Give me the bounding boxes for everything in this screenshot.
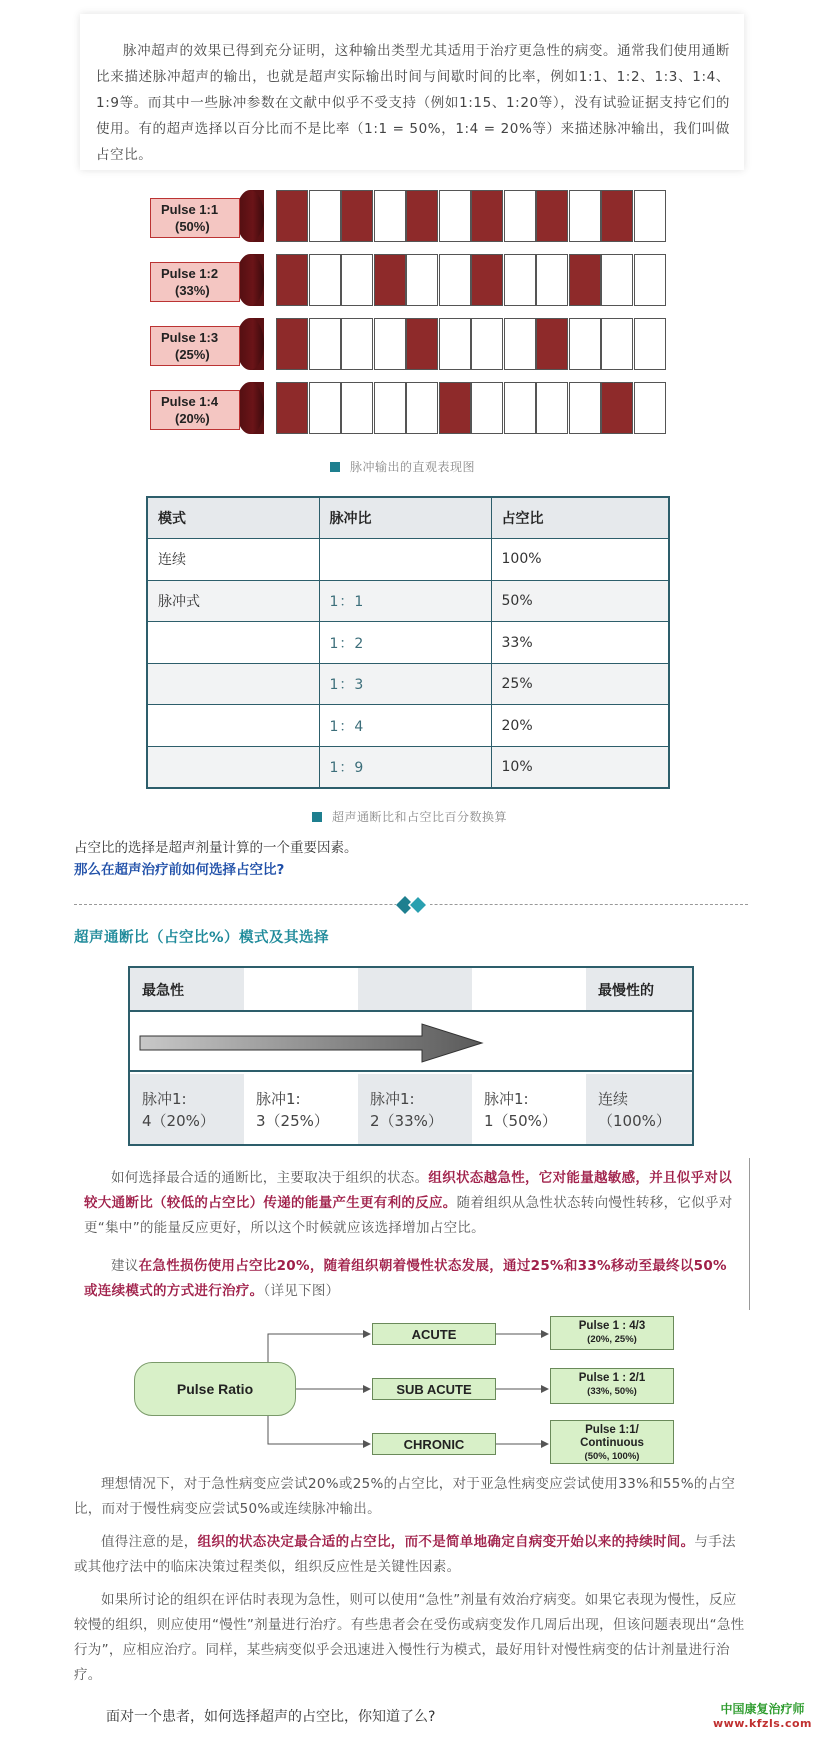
pulse-on-cell [439, 382, 471, 434]
node-line: Continuous [580, 1437, 644, 1449]
table-row [147, 539, 669, 581]
head-spacer [244, 968, 358, 1010]
pulse-label [150, 198, 240, 238]
watermark-url: www.kfzls.com [712, 1717, 812, 1730]
note-text: 占空比的选择是超声剂量计算的一个重要因素。 [74, 840, 358, 856]
pulse-label-line: (33%) [175, 283, 210, 298]
node-line: (50%, 100%) [584, 1451, 640, 1462]
para-text: 值得注意的是， [101, 1534, 198, 1550]
pulse-off-cell [439, 318, 471, 370]
pulse-ratio-node: Pulse Ratio [134, 1362, 296, 1416]
table-cell: 1：4 [319, 705, 491, 747]
table-cell: 25% [491, 663, 669, 705]
pulse-row [150, 254, 680, 306]
table-header-row [147, 497, 669, 539]
paragraph: 理想情况下，对于急性病变应尝试20%或25%的占空比，对于亚急性病变应尝试使用33%和55%的占空比，而对于慢性病变应尝试50%或连续脉冲输出。 [74, 1476, 736, 1517]
pulse-off-cell [601, 318, 633, 370]
node-line: (33%, 50%) [587, 1386, 637, 1397]
chronic-result-node [550, 1420, 674, 1464]
watermark-logo [713, 1702, 812, 1731]
pulse-off-cell [504, 382, 536, 434]
table-cell: 20% [491, 705, 669, 747]
pulse-off-cell [634, 382, 666, 434]
progression-arrow-row [130, 1014, 692, 1072]
node-line: Pulse 1 : 2/1 [578, 1372, 646, 1384]
acute-node: ACUTE [372, 1323, 496, 1345]
recommendation-block [74, 1158, 750, 1310]
acute-result-node [550, 1316, 674, 1350]
table-row [147, 663, 669, 705]
pulse-off-cell [309, 190, 341, 242]
final-question: 面对一个患者，如何选择超声的占空比，你知道了么? [106, 1709, 436, 1725]
table-cell: 1：9 [319, 747, 491, 789]
pulse-on-cell [406, 190, 438, 242]
paragraph [84, 1254, 736, 1304]
para-highlight: 组织状态越急性，它对能量越敏感，并且似乎对以较大通断比（较低的占空比）传递的能量产生更有利的反应。 [84, 1170, 733, 1211]
pulse-label-line: (50%) [175, 219, 210, 234]
mode-cell [130, 1074, 244, 1144]
intro-box [80, 14, 744, 170]
table-row [147, 705, 669, 747]
pulse-on-cell [601, 190, 633, 242]
paragraph [84, 1166, 736, 1241]
mode-cell [358, 1074, 472, 1144]
paragraph [74, 1530, 748, 1580]
mode-table-header [130, 968, 692, 1012]
mode-cell-line: 脉冲1: [370, 1090, 415, 1108]
cylinder-cap-icon [236, 254, 264, 306]
caption-square-icon [330, 462, 340, 472]
head-spacer [358, 968, 472, 1010]
table-cell: 1：1 [319, 580, 491, 622]
pulse-off-cell [634, 254, 666, 306]
pulse-off-cell [341, 318, 373, 370]
pulse-off-cell [471, 318, 503, 370]
cylinder-cap-icon [236, 382, 264, 434]
pulse-label-line: Pulse 1:4 [161, 394, 219, 409]
mode-cell-line: 连续 [598, 1090, 629, 1108]
progression-arrow-icon [130, 1014, 692, 1072]
pulse-off-cell [634, 318, 666, 370]
pulse-off-cell [634, 190, 666, 242]
pulse-on-cell [276, 190, 308, 242]
pulse-row [150, 382, 680, 434]
para-text: （详见下图） [263, 1283, 340, 1299]
pulse-on-cell [374, 254, 406, 306]
mode-table [128, 966, 694, 1146]
table-header: 脉冲比 [319, 497, 491, 539]
pulse-on-cell [276, 254, 308, 306]
head-spacer [472, 968, 586, 1010]
para-text: 与手法或其他疗法中的临床决策过程类似，组织反应性是关键性因素。 [74, 1534, 736, 1575]
para-highlight: 组织的状态决定最合适的占空比，而不是简单地确定自病变开始以来的持续时间。 [197, 1534, 695, 1550]
pulse-label-line: Pulse 1:1 [161, 202, 219, 217]
pulse-row [150, 318, 680, 370]
table-cell [147, 705, 319, 747]
mode-cell [472, 1074, 586, 1144]
sub-acute-result-node [550, 1368, 674, 1404]
pulse-label [150, 326, 240, 366]
pulse-label [150, 390, 240, 430]
node-line: Pulse 1:1/ [585, 1424, 639, 1436]
pulse-off-cell [471, 382, 503, 434]
node-line: (20%, 25%) [587, 1334, 637, 1345]
table-cell: 1：2 [319, 622, 491, 664]
watermark-name: 中国康复治疗师 [720, 1702, 805, 1716]
mode-cell-line: 1（50%） [484, 1112, 557, 1130]
pulse-off-cell [439, 254, 471, 306]
pulse-on-cell [471, 190, 503, 242]
pulse-on-cell [471, 254, 503, 306]
table-cell [319, 539, 491, 581]
cylinder-cap-icon [236, 318, 264, 370]
para-highlight: 在急性损伤使用占空比20%，随着组织朝着慢性状态发展，通过25%和33%移动至最终以50%或连续模式的方式进行治疗。 [84, 1258, 727, 1299]
table-cell: 33% [491, 622, 669, 664]
chronic-node: CHRONIC [372, 1433, 496, 1455]
para-text: 建议 [111, 1258, 139, 1274]
pulse-figure [150, 190, 680, 446]
section-title: 超声通断比（占空比%）模式及其选择 [74, 930, 330, 946]
pulse-label-line: Pulse 1:3 [161, 330, 219, 345]
mode-cell [244, 1074, 358, 1144]
cylinder-cap-icon [236, 190, 264, 242]
mode-cell-line: 2（33%） [370, 1112, 443, 1130]
pulse-on-cell [276, 318, 308, 370]
pulse-on-cell [569, 254, 601, 306]
diamond-divider-icon [396, 894, 430, 916]
pulse-figure-caption [330, 458, 475, 475]
pulse-on-cell [341, 190, 373, 242]
pulse-ratio-flow-diagram [128, 1316, 686, 1462]
para-text: 随着组织从急性状态转向慢性转移，它似乎对更“集中”的能量反应更好，所以这个时候就应该选择增加占空比。 [84, 1195, 733, 1236]
caption-square-icon [312, 812, 322, 822]
pulse-off-cell [536, 382, 568, 434]
table-header: 占空比 [491, 497, 669, 539]
pulse-off-cell [309, 382, 341, 434]
table-cell [147, 663, 319, 705]
mode-cell-line: 脉冲1: [256, 1090, 301, 1108]
pulse-off-cell [569, 190, 601, 242]
caption-text: 超声通断比和占空比百分数换算 [332, 810, 508, 824]
ratio-table [146, 496, 670, 789]
table-row [147, 622, 669, 664]
mode-cell-line: 脉冲1: [484, 1090, 529, 1108]
pulse-label-line: (20%) [175, 411, 210, 426]
question-text: 那么在超声治疗前如何选择占空比? [74, 862, 285, 878]
pulse-on-cell [276, 382, 308, 434]
table-cell: 脉冲式 [147, 580, 319, 622]
table-cell: 连续 [147, 539, 319, 581]
table-cell: 100% [491, 539, 669, 581]
mode-cell-line: 脉冲1: [142, 1090, 187, 1108]
pulse-row [150, 190, 680, 242]
sub-acute-node: SUB ACUTE [372, 1378, 496, 1400]
pulse-on-cell [601, 382, 633, 434]
pulse-off-cell [569, 382, 601, 434]
table-row [147, 747, 669, 789]
caption-text: 脉冲输出的直观表现图 [350, 460, 476, 474]
pulse-off-cell [309, 254, 341, 306]
pulse-off-cell [601, 254, 633, 306]
pulse-off-cell [504, 318, 536, 370]
pulse-off-cell [504, 190, 536, 242]
ratio-table-caption [312, 808, 507, 825]
paragraph: 如果所讨论的组织在评估时表现为急性，则可以使用“急性”剂量有效治疗病变。如果它表现为慢性，反应较慢的组织，则应使用“慢性”剂量进行治疗。有些患者会在受伤或病变发作几周后出现，但该问题表现出“急性行为”，应相应治疗。同样，某些病变似乎会迅速进入慢性行为模式，最好用针对慢性病变的估计剂量进行治疗。 [74, 1592, 745, 1683]
table-cell: 50% [491, 580, 669, 622]
pulse-off-cell [406, 254, 438, 306]
pulse-label-line: Pulse 1:2 [161, 266, 219, 281]
pulse-on-cell [406, 318, 438, 370]
pulse-off-cell [504, 254, 536, 306]
mode-cell-line: 4（20%） [142, 1112, 215, 1130]
pulse-label [150, 262, 240, 302]
pulse-on-cell [536, 318, 568, 370]
pulse-off-cell [341, 254, 373, 306]
pulse-off-cell [406, 382, 438, 434]
mode-cell-line: 3（25%） [256, 1112, 329, 1130]
pulse-off-cell [374, 382, 406, 434]
table-header: 模式 [147, 497, 319, 539]
mode-cell-line: （100%） [598, 1112, 671, 1130]
table-row [147, 580, 669, 622]
pulse-off-cell [439, 190, 471, 242]
pulse-off-cell [374, 190, 406, 242]
node-line: Pulse 1 : 4/3 [578, 1320, 646, 1332]
mode-table-footer [130, 1074, 692, 1144]
table-cell [147, 622, 319, 664]
pulse-off-cell [309, 318, 341, 370]
acute-head: 最急性 [130, 968, 244, 1010]
pulse-off-cell [341, 382, 373, 434]
pulse-on-cell [536, 190, 568, 242]
mode-cell [586, 1074, 692, 1144]
table-cell [147, 747, 319, 789]
pulse-off-cell [569, 318, 601, 370]
para-text: 如何选择最合适的通断比，主要取决于组织的状态。 [111, 1170, 429, 1186]
intro-text: 脉冲超声的效果已得到充分证明，这种输出类型尤其适用于治疗更急性的病变。通常我们使用通断比来描述脉冲超声的输出，也就是超声实际输出时间与间歇时间的比率，例如1:1、1:2、1:3、1:4、1:9等。而其中一些脉冲参数在文献中似乎不受支持（例如1:15、1:20等），没有试验证据支持它们的使用。有的超声选择以百分比而不是比率（1:1 = 50%，1:4 = 20%等）来描述脉冲输出，我们叫做占空比。 [96, 43, 730, 163]
table-cell: 1：3 [319, 663, 491, 705]
pulse-label-line: (25%) [175, 347, 210, 362]
pulse-off-cell [374, 318, 406, 370]
pulse-off-cell [536, 254, 568, 306]
chronic-head: 最慢性的 [586, 968, 692, 1010]
table-cell: 10% [491, 747, 669, 789]
